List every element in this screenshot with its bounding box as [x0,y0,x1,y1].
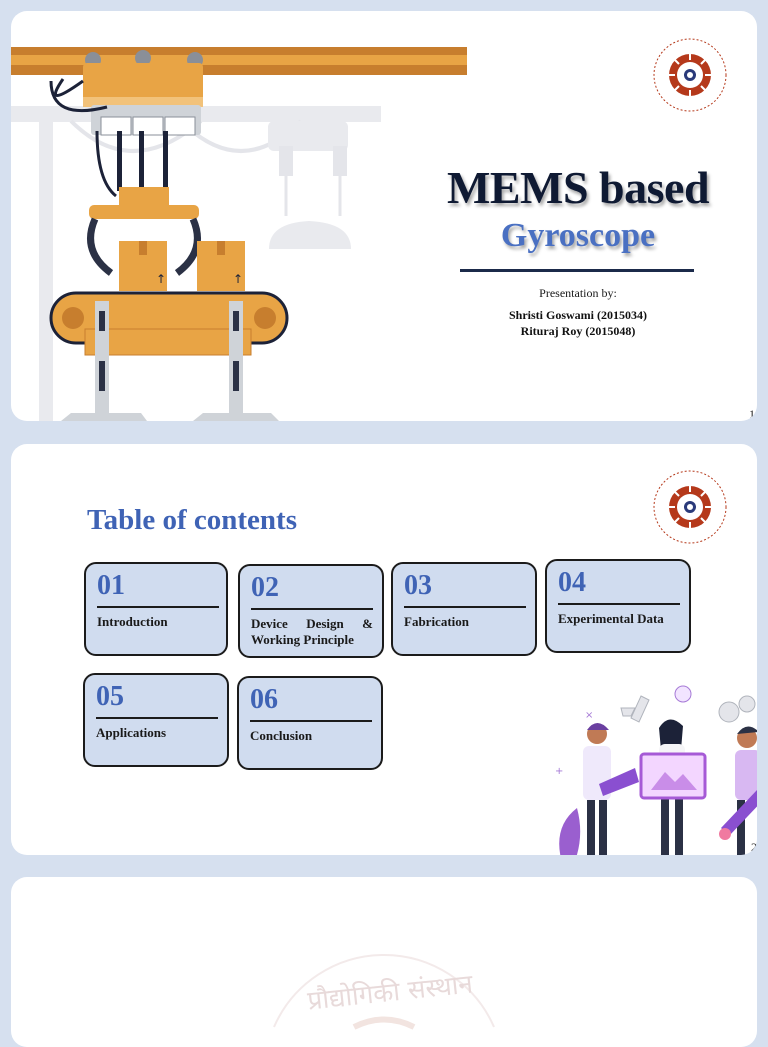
author-2: Rituraj Roy (2015048) [520,324,636,338]
toc-heading: Table of contents [87,504,297,536]
title-divider [460,269,694,272]
toc-label: Experimental Data [558,611,664,626]
table-of-contents-slide[interactable] [11,444,757,855]
toc-card-02[interactable] [238,564,384,658]
nit-silchar-logo [650,467,730,547]
toc-card-05[interactable] [83,673,229,767]
toc-card-06[interactable] [237,676,383,770]
page-number: 1 [749,407,755,421]
toc-number: 06 [250,684,278,715]
presentation-title: MEMS based [446,162,710,213]
toc-label: Introduction [97,614,168,629]
toc-number: 03 [404,570,432,601]
svg-text:+: + [555,766,564,777]
svg-text:↑: ↑ [233,272,244,286]
toc-number: 01 [97,570,125,601]
toc-card-01[interactable] [84,562,228,656]
presentation-subtitle: Gyroscope [500,217,656,254]
toc-card-04[interactable] [545,559,691,653]
toc-divider [97,606,219,608]
toc-card-03[interactable] [391,562,537,656]
svg-text:↑: ↑ [156,272,167,286]
page-number: 2 [751,840,757,854]
svg-text:×: × [585,710,594,721]
author-1: Shristi Goswami (2015034) [509,308,647,322]
toc-label: Fabrication [404,614,469,629]
presentation-by-label: Presentation by: [539,286,617,300]
toc-label: Device Design & Working Principle [251,616,373,647]
partial-slide-3[interactable] [11,877,757,1047]
toc-number: 02 [251,572,279,603]
nit-silchar-logo [650,35,730,115]
toc-divider [404,606,526,608]
title-slide[interactable] [11,11,757,421]
team-collaboration-illustration [551,678,757,855]
nit-silchar-watermark [234,877,534,1047]
toc-divider [96,717,218,719]
robotic-arm-conveyor-illustration [11,11,481,421]
toc-divider [251,608,373,610]
toc-label: Conclusion [250,728,313,743]
toc-divider [250,720,372,722]
watermark-text: प्रौद्योगिकी संस्थान [306,969,475,1017]
toc-number: 05 [96,681,124,712]
toc-divider [558,603,680,605]
toc-number: 04 [558,567,586,598]
toc-label: Applications [96,725,167,740]
